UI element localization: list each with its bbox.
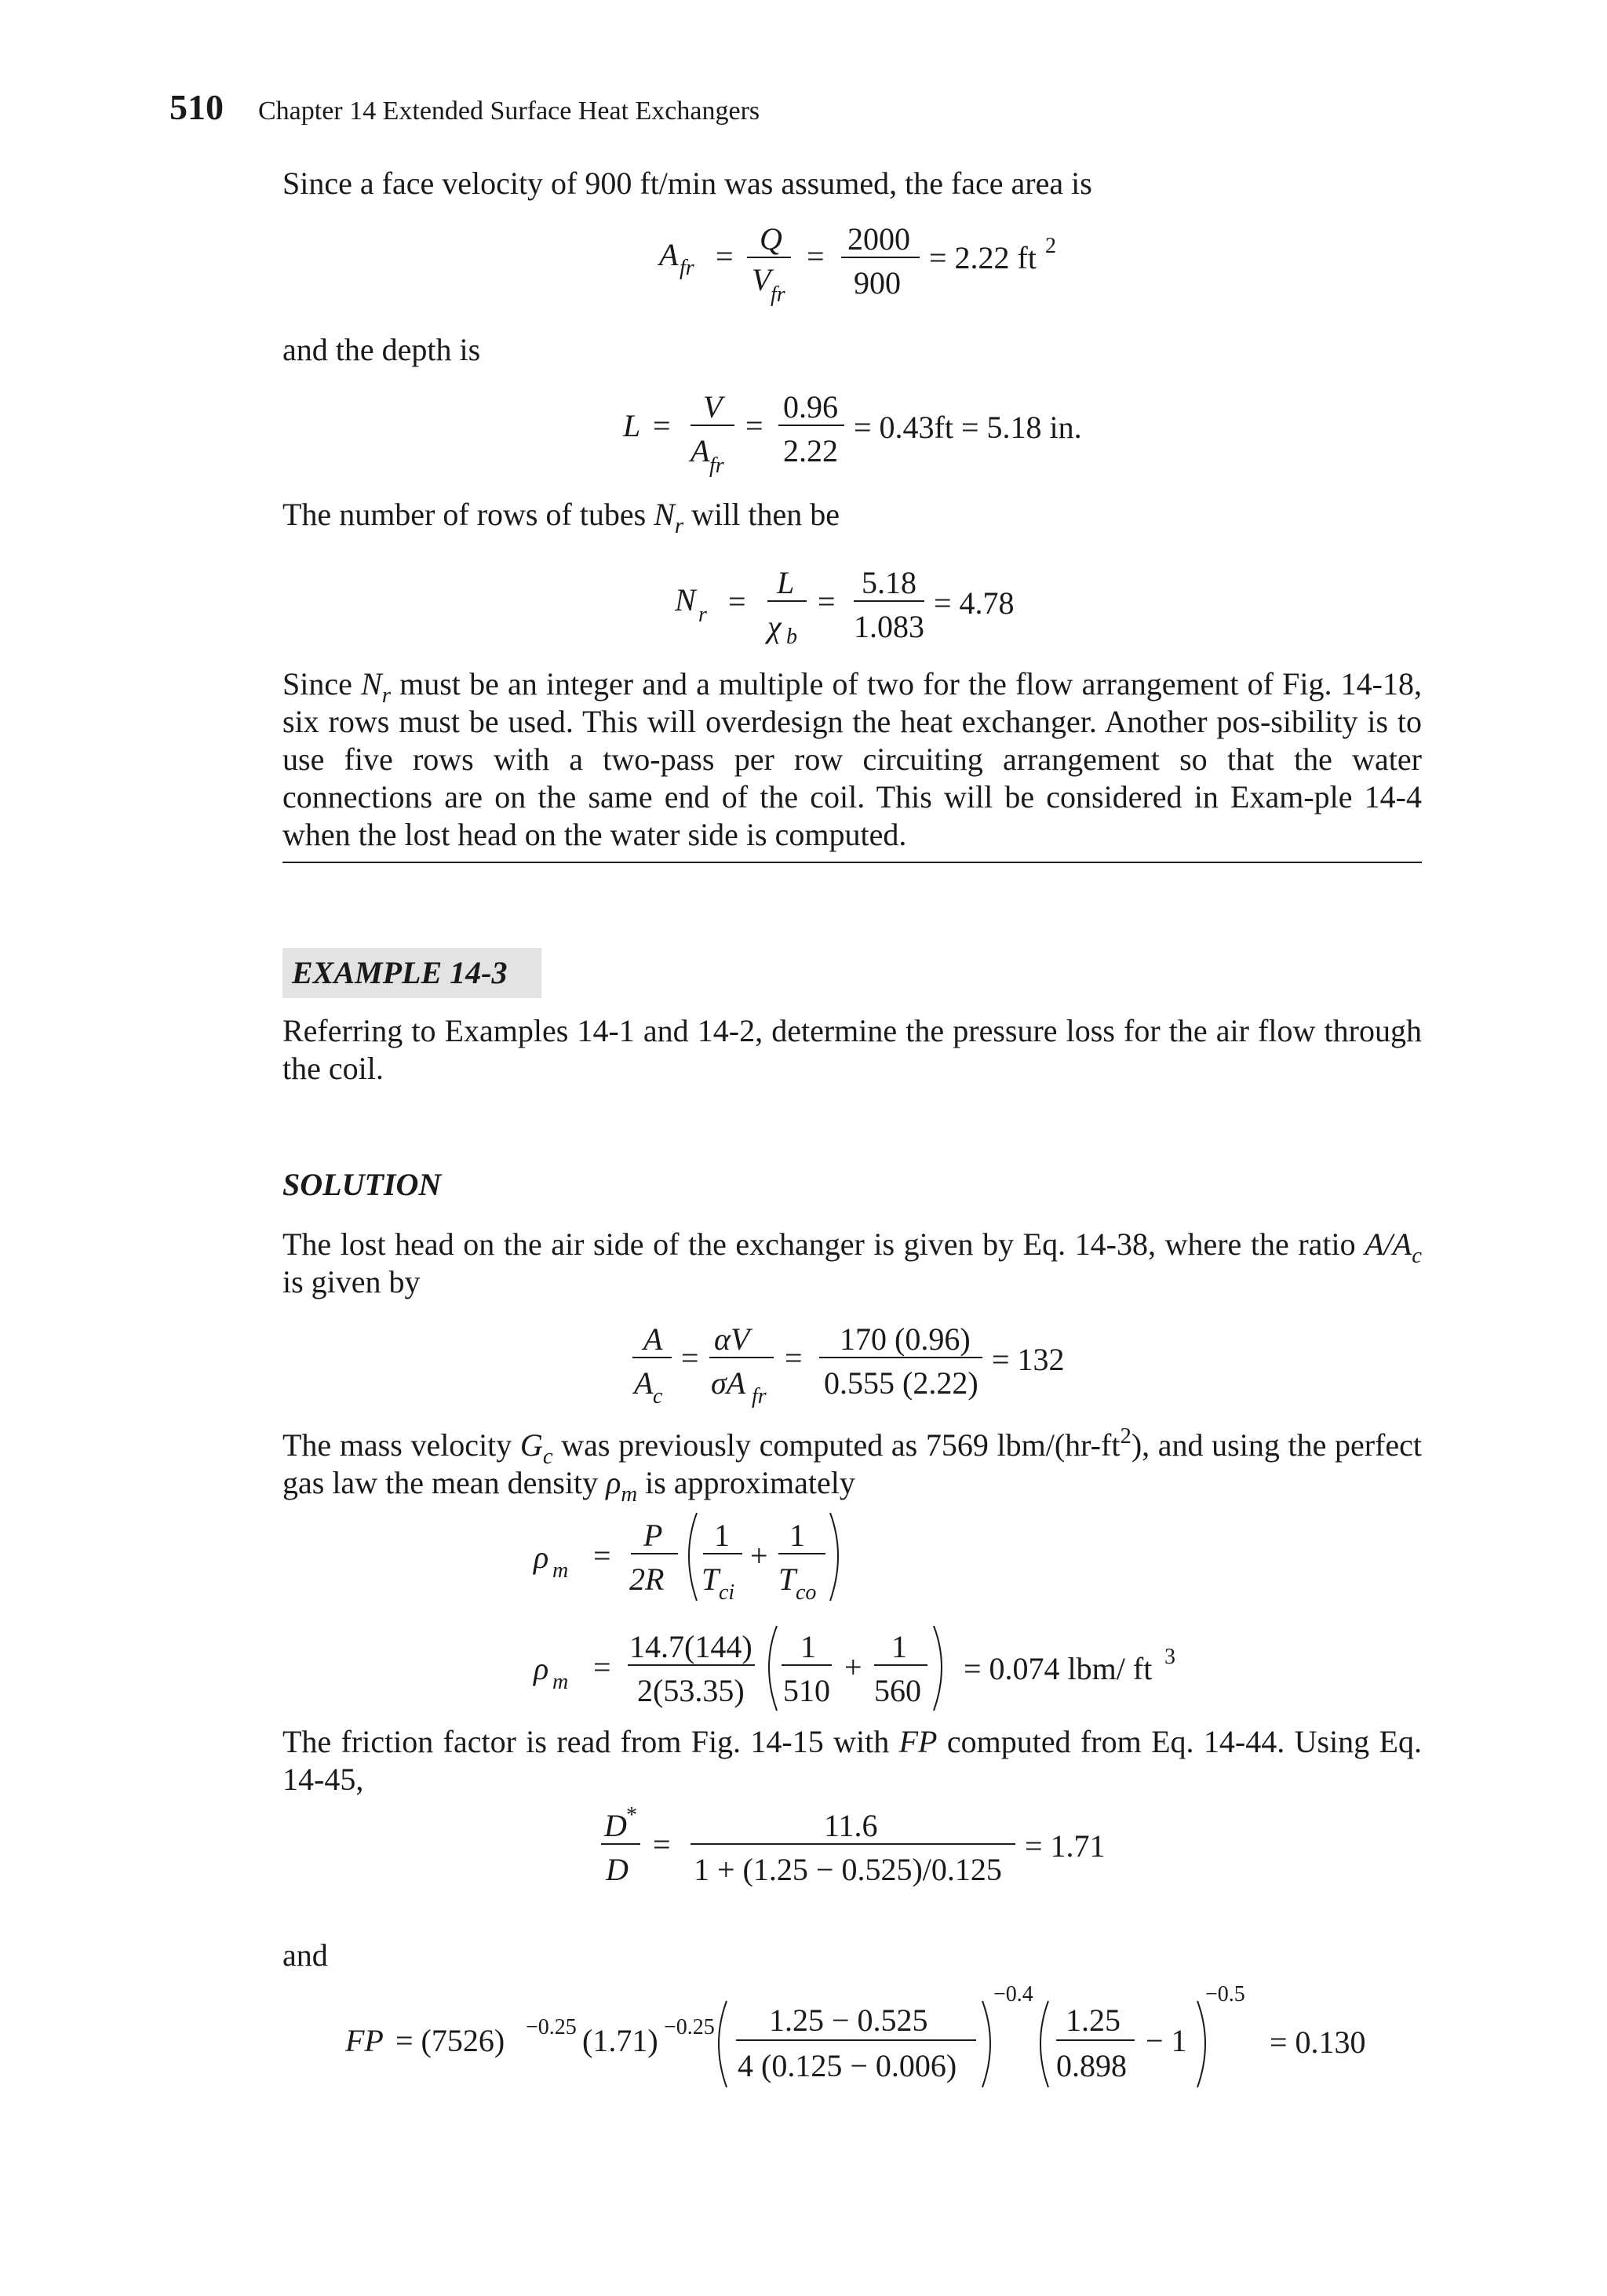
svg-text:=: = xyxy=(653,1827,671,1862)
equation-area-ratio xyxy=(628,1312,1114,1422)
equation-depth xyxy=(612,380,1114,490)
svg-text:=: = xyxy=(716,239,734,274)
svg-text:1: 1 xyxy=(891,1629,907,1664)
svg-text:*: * xyxy=(626,1803,637,1828)
paragraph-depth: and the depth is xyxy=(282,332,481,367)
svg-text:= 0.130: = 0.130 xyxy=(1270,2024,1366,2060)
svg-text:2R: 2R xyxy=(629,1562,665,1597)
svg-text:1: 1 xyxy=(800,1629,816,1664)
chapter-title: Chapter 14 Extended Surface Heat Exchangers xyxy=(258,97,760,126)
equation-face-area xyxy=(628,212,1099,322)
svg-text:2.22: 2.22 xyxy=(783,433,838,468)
page-number: 510 xyxy=(169,87,224,127)
equation-density-symbolic xyxy=(534,1508,942,1618)
equation-density-numeric xyxy=(534,1612,1240,1722)
svg-text:ci: ci xyxy=(719,1580,735,1605)
solution-heading: SOLUTION xyxy=(282,1167,442,1202)
svg-text:= 4.78: = 4.78 xyxy=(934,585,1015,621)
svg-text:11.6: 11.6 xyxy=(824,1808,878,1843)
svg-text:=: = xyxy=(818,584,836,619)
svg-text:14.7(144): 14.7(144) xyxy=(629,1629,752,1664)
example-statement: Referring to Examples 14-1 and 14-2, determine the pressure loss for the air flow through the coil. xyxy=(282,1013,1422,1086)
svg-text:ρ: ρ xyxy=(534,1540,549,1575)
svg-text:=: = xyxy=(593,1538,611,1573)
svg-text:=: = xyxy=(653,408,671,443)
svg-text:= 0.43ft = 5.18 in.: = 0.43ft = 5.18 in. xyxy=(854,410,1082,445)
svg-text:T: T xyxy=(778,1562,796,1597)
svg-text:1.25 − 0.525: 1.25 − 0.525 xyxy=(769,2003,928,2038)
svg-text:m: m xyxy=(552,1558,569,1583)
svg-text:A: A xyxy=(634,1365,654,1401)
equation-fp xyxy=(345,1977,1397,2095)
svg-text:2000: 2000 xyxy=(847,221,910,257)
equation-rows xyxy=(675,556,1083,665)
svg-text:c: c xyxy=(653,1384,663,1409)
svg-text:−0.25: −0.25 xyxy=(526,2015,577,2039)
svg-text:1 + (1.25 − 0.525)/0.125: 1 + (1.25 − 0.525)/0.125 xyxy=(694,1852,1002,1887)
paragraph-rows: The number of rows of tubes $N_r$ will then be xyxy=(282,497,840,539)
paragraph-integer-rows: Since $N_r$ must be an integer and a multiple of two for the flow arrangement of Fig. 14-18, six rows must be used. This will overdesign the heat exchanger. Another pos-sibility is to use five rows with a two-pass per row circuiting arrangement so that the water connections are on the same end of the coil. This will be considered in Exam-ple 14-4 when the lost head on the water side is computed. xyxy=(282,666,1422,852)
svg-text:−0.4: −0.4 xyxy=(993,1982,1033,2006)
svg-text:=: = xyxy=(807,239,825,274)
svg-text:4 (0.125 − 0.006): 4 (0.125 − 0.006) xyxy=(738,2048,957,2083)
svg-text:5.18: 5.18 xyxy=(862,565,916,600)
svg-text:D: D xyxy=(604,1808,627,1843)
section-divider xyxy=(282,862,1422,863)
svg-text:b: b xyxy=(786,625,797,649)
svg-text:900: 900 xyxy=(854,265,901,301)
svg-text:3: 3 xyxy=(1164,1645,1175,1669)
svg-text:=: = xyxy=(728,584,746,619)
svg-text:αV: αV xyxy=(714,1321,750,1357)
svg-text:560: 560 xyxy=(874,1673,921,1708)
svg-text:= 1.71: = 1.71 xyxy=(1025,1828,1106,1864)
svg-text:L: L xyxy=(777,565,795,600)
svg-text:=: = xyxy=(785,1340,803,1376)
svg-text:ρ: ρ xyxy=(534,1651,549,1686)
paragraph-face-area: Since a face velocity of 900 ft/min was assumed, the face area is xyxy=(282,166,1092,201)
example-heading: EXAMPLE 14-3 xyxy=(282,948,541,998)
running-header xyxy=(169,86,760,128)
svg-text:2(53.35): 2(53.35) xyxy=(637,1673,745,1708)
svg-text:fr: fr xyxy=(771,282,785,307)
svg-text:+: + xyxy=(750,1538,768,1573)
svg-text:co: co xyxy=(796,1580,817,1605)
svg-text:+: + xyxy=(844,1649,862,1685)
svg-text:N: N xyxy=(675,582,696,618)
svg-text:m: m xyxy=(552,1670,569,1694)
svg-text:P: P xyxy=(643,1518,663,1553)
svg-text:fr: fr xyxy=(680,256,694,280)
paragraph-mass-velocity: The mass velocity $G_c$ was previously computed as 7569 lbm/$(hr-ft^2)$, and using the perfect gas law the mean density $\rho_m$ is approximately xyxy=(282,1423,1422,1507)
svg-text:A: A xyxy=(691,433,710,468)
svg-text:= (7526): = (7526) xyxy=(395,2023,505,2058)
svg-text:χ: χ xyxy=(767,609,782,644)
svg-text:= 0.074 lbm/ ft: = 0.074 lbm/ ft xyxy=(964,1651,1153,1686)
svg-text:A: A xyxy=(643,1321,663,1357)
svg-text:= 2.22 ft: = 2.22 ft xyxy=(929,240,1037,275)
svg-text:1: 1 xyxy=(789,1518,805,1553)
svg-text:1.083: 1.083 xyxy=(854,609,924,644)
svg-text:(1.71): (1.71) xyxy=(582,2023,658,2058)
svg-text:1.25: 1.25 xyxy=(1066,2003,1121,2038)
eq-afr-lhs: A xyxy=(659,237,679,272)
svg-text:D: D xyxy=(606,1852,629,1887)
svg-text:fr: fr xyxy=(752,1384,767,1409)
svg-text:V: V xyxy=(703,389,723,425)
svg-text:= 132: = 132 xyxy=(992,1342,1065,1377)
svg-text:fr: fr xyxy=(709,454,724,478)
svg-text:0.898: 0.898 xyxy=(1056,2048,1127,2083)
svg-text:L: L xyxy=(623,408,641,443)
svg-text:=: = xyxy=(593,1649,611,1685)
equation-diameter-ratio xyxy=(596,1799,1146,1908)
svg-text:0.96: 0.96 xyxy=(783,389,838,425)
svg-text:σA: σA xyxy=(711,1365,746,1401)
svg-text:T: T xyxy=(701,1562,720,1597)
svg-text:170 (0.96): 170 (0.96) xyxy=(840,1321,971,1357)
svg-text:−0.5: −0.5 xyxy=(1205,1982,1245,2006)
svg-text:=: = xyxy=(745,408,763,443)
svg-text:510: 510 xyxy=(783,1673,830,1708)
svg-text:0.555 (2.22): 0.555 (2.22) xyxy=(824,1365,978,1401)
svg-text:2: 2 xyxy=(1045,234,1056,258)
svg-text:r: r xyxy=(698,603,707,627)
paragraph-friction-factor: The friction factor is read from Fig. 14-15 with FP computed from Eq. 14-44. Using Eq. 14-45, xyxy=(282,1724,1422,1797)
svg-text:FP: FP xyxy=(345,2023,384,2058)
svg-text:=: = xyxy=(681,1340,699,1376)
svg-text:− 1: − 1 xyxy=(1146,2023,1187,2058)
svg-text:1: 1 xyxy=(714,1518,730,1553)
paragraph-lost-head: The lost head on the air side of the exchanger is given by Eq. 14-38, where the ratio $A/A_c$ is given by xyxy=(282,1226,1422,1299)
svg-text:V: V xyxy=(752,262,771,297)
svg-text:Q: Q xyxy=(760,221,782,257)
paragraph-and: and xyxy=(282,1937,328,1973)
svg-text:−0.25: −0.25 xyxy=(664,2015,715,2039)
